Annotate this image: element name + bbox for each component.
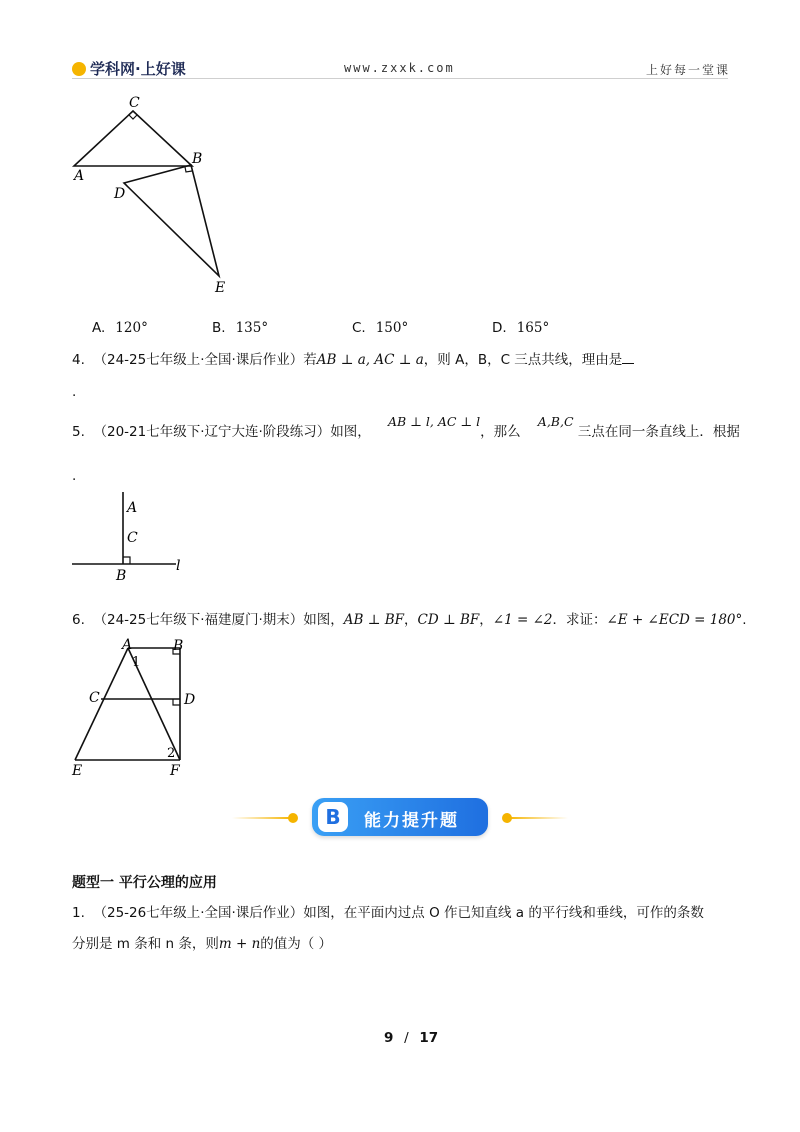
question-1-line1: [72, 903, 704, 923]
choice-d[interactable]: [492, 320, 549, 336]
owl-logo-icon: [72, 62, 86, 76]
q5-end: .: [72, 468, 77, 484]
choice-a[interactable]: [92, 320, 148, 336]
question-6: [72, 610, 747, 630]
header-slogan: 上好每一堂课: [646, 63, 731, 77]
q5-mid: ，那么: [480, 424, 521, 440]
q5-number: 5.: [72, 424, 85, 440]
page-number: [384, 1030, 438, 1046]
section-banner: [232, 798, 568, 838]
q6-math1: AB ⊥ BF: [343, 612, 405, 628]
header-url[interactable]: www.zxxk.com: [344, 61, 455, 75]
label-e: E: [215, 280, 226, 296]
q5-text: 三点在同一条直线上．根据: [577, 424, 740, 440]
q6-math4: ∠E + ∠ECD = 180°: [606, 612, 743, 628]
question-4: [72, 349, 634, 370]
choice-d-value: 165°: [516, 320, 550, 336]
label-b: B: [192, 151, 203, 167]
question-5: [72, 414, 740, 442]
banner-dot-left: [288, 813, 298, 823]
q4-number: 4.: [72, 352, 85, 368]
q4-answer-blank[interactable]: [622, 349, 634, 364]
q5-source: （20-21七年级下·辽宁大连·阶段练习）如图，: [93, 424, 371, 440]
site-logo[interactable]: [72, 58, 186, 79]
label-a: A: [122, 637, 133, 653]
banner-letter: B: [318, 802, 348, 832]
label-c: C: [89, 690, 100, 706]
label-a: A: [127, 500, 138, 516]
q6-number: 6.: [72, 612, 85, 628]
label-d: D: [114, 186, 126, 202]
angle-2-label: 2: [167, 746, 176, 761]
q6-math3: ∠1 = ∠2: [492, 612, 553, 628]
q6-sep1: ，: [404, 612, 418, 628]
label-d: D: [184, 692, 196, 708]
figure-trapezoid: [66, 636, 216, 778]
banner-title: 能力提升题: [364, 811, 459, 831]
choice-a-value: 120°: [115, 320, 148, 336]
q1-number: 1.: [72, 905, 85, 921]
q6-end: .: [742, 612, 747, 628]
label-f: F: [170, 763, 180, 778]
page-current: 9: [384, 1030, 394, 1046]
choice-d-letter: D.: [492, 320, 507, 336]
banner-line-left: [232, 817, 292, 819]
banner-line-right: [508, 817, 568, 819]
page-total: 17: [419, 1030, 439, 1046]
q4-source: （24-25七年级上·全国·课后作业）若: [93, 352, 317, 368]
choice-b-value: 135°: [235, 320, 269, 336]
choice-b[interactable]: [212, 320, 268, 336]
q5-math2: A,B,C: [537, 414, 574, 429]
choice-b-letter: B.: [212, 320, 226, 336]
figure-triangles: [60, 90, 260, 300]
q4-math: AB ⊥ a, AC ⊥ a: [316, 352, 424, 368]
q1-line2-a: 分别是 m 条和 n 条，则: [72, 936, 219, 952]
choice-c[interactable]: [352, 320, 408, 336]
q6-source: （24-25七年级下·福建厦门·期末）如图，: [93, 612, 344, 628]
label-a: A: [74, 168, 85, 184]
choice-a-letter: A.: [92, 320, 106, 336]
label-b: B: [173, 638, 184, 654]
q6-text: ．求证：: [552, 612, 607, 628]
label-l: l: [176, 558, 181, 574]
label-c: C: [127, 530, 138, 546]
label-b: B: [116, 568, 127, 584]
q5-math1: AB ⊥ l, AC ⊥ l: [387, 414, 481, 429]
logo-text: 学科网·上好课: [90, 60, 186, 78]
q6-math2: CD ⊥ BF: [417, 612, 480, 628]
header-divider: [72, 78, 728, 79]
label-c: C: [129, 95, 140, 111]
q6-sep2: ，: [479, 612, 493, 628]
banner-box: [312, 798, 488, 836]
question-1-line2: [72, 934, 332, 954]
choice-c-value: 150°: [375, 320, 409, 336]
q1-line2-b: 的值为（ ）: [260, 936, 333, 952]
choice-c-letter: C.: [352, 320, 366, 336]
q4-text: ，则 A，B，C 三点共线，理由是: [423, 352, 623, 368]
figure-perpendicular: [66, 488, 196, 584]
q1-math: m + n: [218, 936, 261, 952]
section-heading: 题型一 平行公理的应用: [72, 875, 217, 891]
page-sep: /: [404, 1030, 409, 1046]
q1-line1: （25-26七年级上·全国·课后作业）如图，在平面内过点 O 作已知直线 a 的平行线和垂线，可作的条数: [93, 905, 704, 921]
q4-end: .: [72, 384, 77, 400]
label-e: E: [72, 763, 83, 778]
angle-1-label: 1: [132, 655, 141, 670]
